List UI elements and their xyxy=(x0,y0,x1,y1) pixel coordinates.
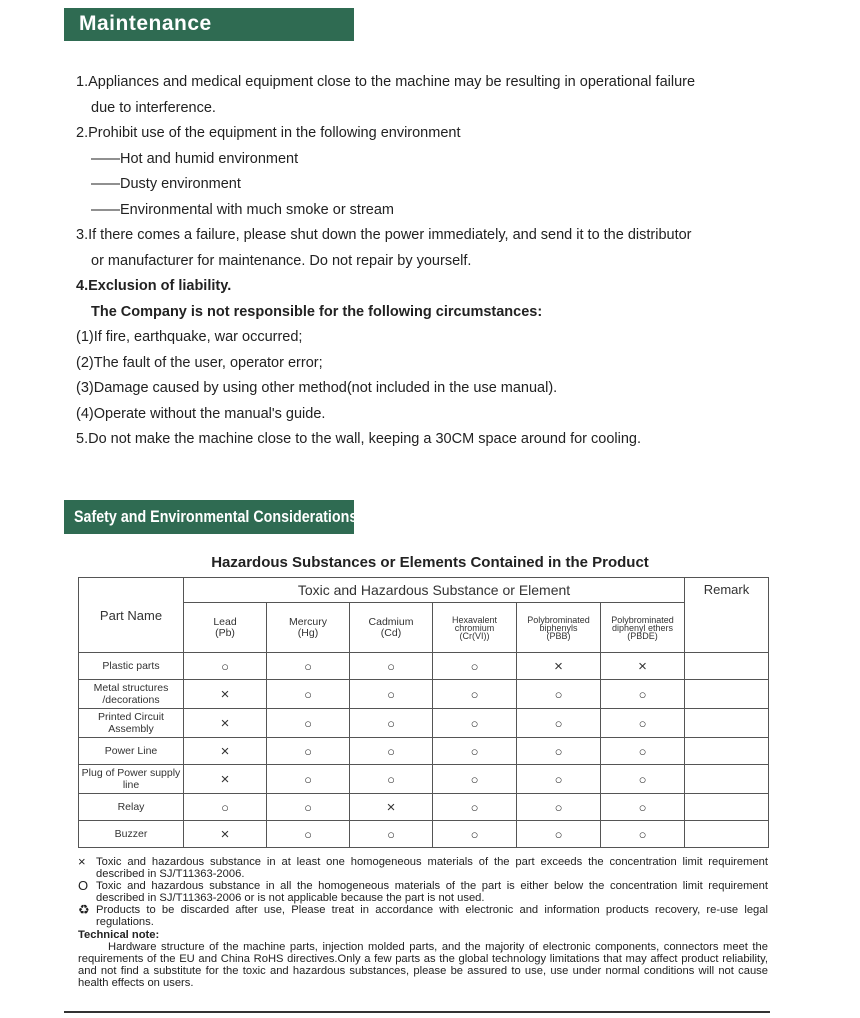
below-limit-mark: ○ xyxy=(267,653,350,680)
below-limit-mark: ○ xyxy=(517,709,601,738)
below-limit-mark: ○ xyxy=(267,738,350,765)
exceeds-limit-mark: × xyxy=(184,709,267,738)
note-text: Products to be discarded after use, Please treat in accordance with electronic and information products recovery, re-use legal regulations. xyxy=(96,904,768,928)
substance-header xyxy=(517,603,601,653)
below-limit-mark: ○ xyxy=(601,709,685,738)
below-limit-mark: ○ xyxy=(517,680,601,709)
part-name-cell: Buzzer xyxy=(79,821,184,848)
below-limit-mark: ○ xyxy=(517,821,601,848)
table-row xyxy=(79,738,769,765)
exceeds-limit-mark: × xyxy=(184,680,267,709)
substance-code: (Hg) xyxy=(297,626,319,639)
exceeds-limit-mark: × xyxy=(184,765,267,794)
safety-heading-text: Safety and Environmental Considerations xyxy=(74,507,358,526)
substance-name: Lead xyxy=(213,615,237,628)
bottom-rule xyxy=(64,1011,770,1013)
remark-cell xyxy=(685,709,769,738)
substance-name: Cadmium xyxy=(368,615,414,628)
exceeds-limit-mark: × xyxy=(601,653,685,680)
substance-name: Mercury xyxy=(289,615,327,628)
maintenance-line: 4.Exclusion of liability. xyxy=(76,278,232,294)
part-name-cell: Power Line xyxy=(79,738,184,765)
part-name-cell: Plug of Power supply line xyxy=(79,765,184,794)
safety-heading xyxy=(64,500,358,534)
below-limit-mark: ○ xyxy=(601,821,685,848)
below-limit-mark: ○ xyxy=(433,794,517,821)
maintenance-line: or manufacturer for maintenance. Do not repair by yourself. xyxy=(91,252,472,269)
below-limit-mark: ○ xyxy=(267,765,350,794)
exceeds-limit-mark: × xyxy=(517,653,601,680)
hazardous-substances-table xyxy=(78,577,769,848)
below-limit-mark: ○ xyxy=(433,680,517,709)
recycle-icon: ♻ xyxy=(78,902,90,917)
table-row xyxy=(79,680,769,709)
remark-cell xyxy=(685,765,769,794)
substance-name: Hexavalent chromium xyxy=(451,614,498,633)
substance-code: (Cr(VI)) xyxy=(459,630,490,641)
substance-name: Polybrominated biphenyls xyxy=(527,614,590,633)
substance-code: (PBB) xyxy=(546,630,571,641)
below-limit-mark: ○ xyxy=(350,680,433,709)
below-limit-mark: ○ xyxy=(350,821,433,848)
exceeds-limit-mark: × xyxy=(184,821,267,848)
technical-note-title: Technical note: xyxy=(78,929,160,941)
part-name-cell: Plastic parts xyxy=(79,653,184,680)
maintenance-line: (1)If fire, earthquake, war occurred; xyxy=(76,329,303,345)
part-name-cell: Printed Circuit Assembly xyxy=(79,709,184,738)
below-limit-mark: ○ xyxy=(517,738,601,765)
substance-header xyxy=(350,603,433,653)
substance-header xyxy=(184,603,267,653)
below-limit-mark: ○ xyxy=(601,794,685,821)
note-item xyxy=(78,856,768,880)
table-row xyxy=(79,821,769,848)
below-limit-mark: ○ xyxy=(350,738,433,765)
table-row xyxy=(79,653,769,680)
note-text: Toxic and hazardous substance in at least one homogeneous materials of the part exceeds the concentration limit requirement described in SJ/T11363-2006. xyxy=(96,856,768,880)
note-text: Toxic and hazardous substance in all the homogeneous materials of the part is either below the concentration limit requirement described in SJ/T11363-2006 or is not applicable because the part is not used. xyxy=(96,880,768,904)
table-row xyxy=(79,765,769,794)
exceeds-limit-mark: × xyxy=(184,738,267,765)
maintenance-list xyxy=(76,70,776,453)
technical-note-body: Hardware structure of the machine parts, injection molded parts, and the majority of electronic components, connectors meet the requirements of the EU and China RoHS directives.Only a few parts as the global technology limitations that may affect product reliability, and not find a substitute for the toxic and hazardous substances, please be assured to use, use under normal conditions will not cause health effects on users. xyxy=(78,941,768,989)
below-limit-mark: ○ xyxy=(350,765,433,794)
table-body xyxy=(79,653,769,848)
below-limit-mark: ○ xyxy=(350,709,433,738)
substance-group-header: Toxic and Hazardous Substance or Element xyxy=(184,578,685,603)
remark-cell xyxy=(685,680,769,709)
notes-section xyxy=(78,856,768,989)
below-limit-mark: ○ xyxy=(433,653,517,680)
below-limit-mark: ○ xyxy=(267,821,350,848)
note-item xyxy=(78,904,768,928)
substance-header xyxy=(433,603,517,653)
below-limit-mark: ○ xyxy=(433,821,517,848)
maintenance-line: (2)The fault of the user, operator error; xyxy=(76,354,323,371)
below-limit-mark: ○ xyxy=(433,709,517,738)
remark-header: Remark xyxy=(685,578,769,653)
maintenance-line: 3.If there comes a failure, please shut down the power immediately, and send it to the distributor xyxy=(76,227,692,243)
part-name-header: Part Name xyxy=(79,578,184,653)
below-limit-mark: ○ xyxy=(267,794,350,821)
substance-code: (Pb) xyxy=(215,626,235,639)
note-item xyxy=(78,880,768,904)
remark-cell xyxy=(685,794,769,821)
below-limit-mark: ○ xyxy=(601,738,685,765)
maintenance-line: ——Hot and humid environment xyxy=(91,150,299,167)
remark-cell xyxy=(685,738,769,765)
maintenance-line: The Company is not responsible for the following circumstances: xyxy=(91,303,543,320)
below-limit-mark: ○ xyxy=(267,709,350,738)
maintenance-line: 1.Appliances and medical equipment close to the machine may be resulting in operational failure xyxy=(76,74,696,90)
below-limit-mark: ○ xyxy=(517,794,601,821)
below-limit-mark: ○ xyxy=(184,653,267,680)
maintenance-line: ——Dusty environment xyxy=(91,176,241,192)
part-name-cell: Metal structures /decorations xyxy=(79,680,184,709)
table-row xyxy=(79,794,769,821)
below-limit-mark: ○ xyxy=(433,765,517,794)
below-limit-mark: ○ xyxy=(433,738,517,765)
substance-header xyxy=(267,603,350,653)
substance-code: (PBDE) xyxy=(627,630,658,641)
below-limit-mark: ○ xyxy=(601,765,685,794)
substance-code: (Cd) xyxy=(380,626,402,639)
maintenance-line: (3)Damage caused by using other method(not included in the use manual). xyxy=(76,380,558,396)
below-limit-mark: ○ xyxy=(601,680,685,709)
table-title: Hazardous Substances or Elements Contained in the Product xyxy=(211,554,649,571)
substance-name: Polybrominated diphenyl ethers xyxy=(611,614,674,633)
below-limit-mark: ○ xyxy=(267,680,350,709)
below-limit-mark: ○ xyxy=(517,765,601,794)
circle-icon: O xyxy=(78,878,89,893)
maintenance-line: 2.Prohibit use of the equipment in the following environment xyxy=(76,125,461,141)
table-row xyxy=(79,709,769,738)
exceeds-limit-mark: × xyxy=(350,794,433,821)
maintenance-line: 5.Do not make the machine close to the wall, keeping a 30CM space around for cooling. xyxy=(76,431,642,447)
maintenance-line: ——Environmental with much smoke or stream xyxy=(91,201,394,218)
maintenance-line: (4)Operate without the manual's guide. xyxy=(76,405,326,422)
cross-icon: × xyxy=(78,854,86,869)
remark-cell xyxy=(685,653,769,680)
below-limit-mark: ○ xyxy=(184,794,267,821)
part-name-cell: Relay xyxy=(79,794,184,821)
maintenance-heading: Maintenance xyxy=(64,8,354,41)
maintenance-line: due to interference. xyxy=(91,99,216,116)
below-limit-mark: ○ xyxy=(350,653,433,680)
remark-cell xyxy=(685,821,769,848)
substance-header xyxy=(601,603,685,653)
